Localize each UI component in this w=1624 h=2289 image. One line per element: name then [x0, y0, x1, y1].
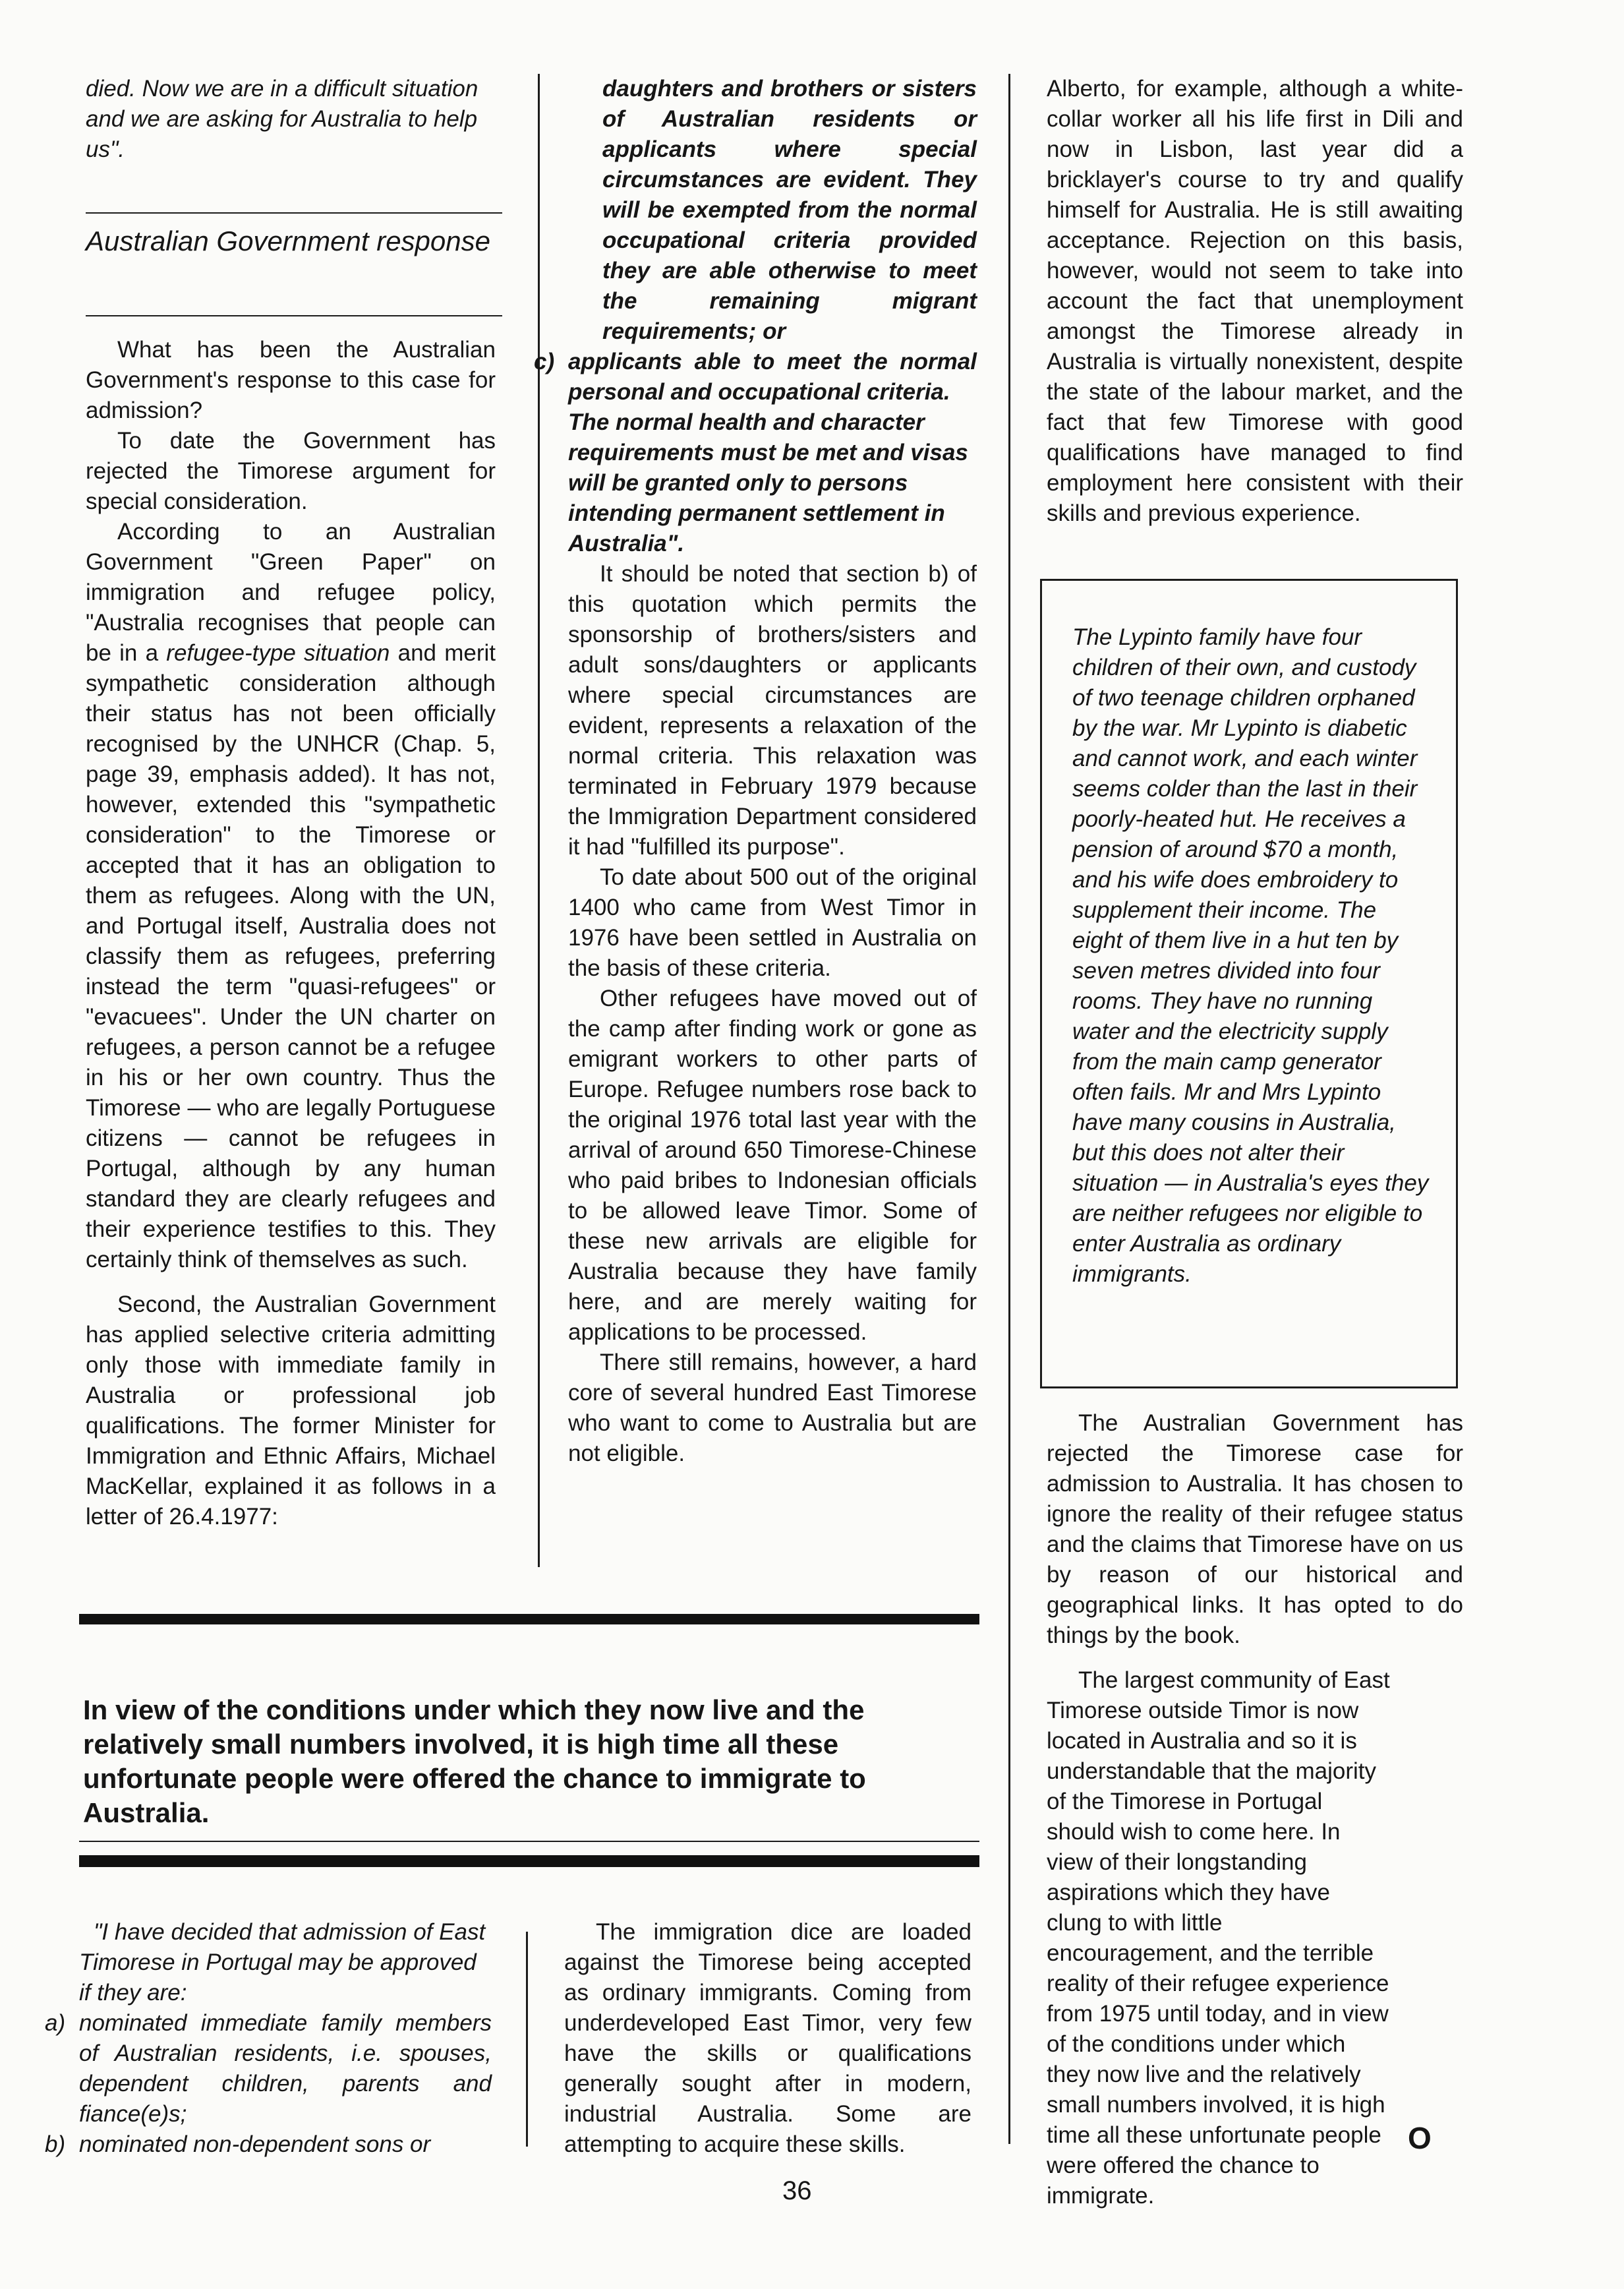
column-divider-2 [1008, 74, 1010, 2144]
column-3-lower [1047, 1408, 1463, 2211]
section-heading [86, 223, 496, 260]
col1-paragraph-3 [86, 517, 496, 1275]
quote-a-label: a) [45, 2010, 66, 2036]
lypinto-family-box [1040, 579, 1458, 1388]
quote-c-text: applicants able to meet the normal personal and occupational criteria. [568, 349, 977, 405]
col2-paragraph-2: To date about 500 out of the original 1400 who came from West Timor in 1976 have been settled in Australia on the basis of these criteria. [568, 864, 977, 981]
pullquote-bottom-rule [79, 1841, 979, 1842]
col1-paragraph-3-start: According to an Australian Government "Green Paper" on immigration and refugee policy, "Australia recognises that people can be in a [86, 519, 496, 666]
section-heading-text: Australian Government response [86, 225, 490, 256]
emphasis-refugee-type: refugee-type situation [166, 640, 390, 666]
intro-quote-end: died. Now we are in a difficult situation and we are asking for Australia to help us". [86, 76, 478, 162]
column-3 [1047, 74, 1463, 529]
pullquote-bottom-bar [79, 1855, 979, 1867]
col2-paragraph-1: It should be noted that section b) of this quotation which permits the sponsorship of brothers/sisters and adult sons/daughters or applicants where special circumstances are evident, represents a relaxation of the normal criteria. This relaxation was terminated in February 1979 because the Immigration Department considered it had "fulfilled its purpose". [568, 561, 977, 860]
bottom-middle-column [564, 1917, 972, 2160]
quote-closing: The normal health and character requirements must be met and visas will be granted only to persons intending permanent settlement in Australia". [568, 409, 968, 556]
quote-c-label: c) [534, 349, 555, 374]
col1-paragraph-4: Second, the Australian Government has applied selective criteria admitting only those with immediate family in Australia or professional job qualifications. The former Minister for Immigration and Ethnic Affairs, Michael MacKellar, explained it as follows in a letter of 26.4.1977: [86, 1292, 496, 1530]
heading-bottom-rule [86, 315, 502, 316]
quote-b-text: nominated non-dependent sons or [79, 2131, 431, 2157]
col3-paragraph-3: The largest community of East Timorese outside Timor is now located in Australia and so it is understandable that the majority of the Timorese in Portugal should wish to come here. In view of their longstanding aspirations which they have clung to with little encouragement, and the terrible reality of their refugee experience from 1975 until today, and in view of the conditions under which they now live and the relatively small numbers involved, it is high time all these unfortunate people were offered the chance to immigrate. [1047, 1667, 1390, 2209]
quote-item-b [45, 2129, 492, 2160]
lypinto-family-text: The Lypinto family have four children of their own, and custody of two teenage children orphaned by the war. Mr Lypinto is diabetic and cannot work, and each winter seems colder than the last in their poorly-heated hut. He receives a pension of around $70 a month, and his wife does embroidery to supplement their income. The eight of them live in a hut ten by seven metres divided into four rooms. They have no running water and the electricity supply from the main camp generator often fails. Mr and Mrs Lypinto have many cousins in Australia, but this does not alter their situation — in Australia's eyes they are neither refugees nor eligible to enter Australia as ordinary immigrants. [1072, 624, 1429, 1287]
quote-b-continued: daughters and brothers or sisters of Australian residents or applicants where special circumstances are evident. They will be exempted from the normal occupational criteria provided they are able otherwise to meet the remaining migrant requirements; or [602, 76, 977, 344]
pullquote [83, 1693, 981, 1830]
col3-paragraph-1: Alberto, for example, although a white-collar worker all his life first in Dili and now in Lisbon, last year did a bricklayer's course to try and qualify himself for Australia. He is still awaiting acceptance. Rejection on this basis, however, would not seem to take into account the fact that unemployment amongst the Timorese already in Australia is virtually nonexistent, despite the state of the labour market, and the fact that few Timorese with good qualifications have managed to find employment here consistent with their skills and previous experience. [1047, 76, 1463, 526]
bottom-middle-paragraph: The immigration dice are loaded against the Timorese being accepted as ordinary immigrants. Coming from underdeveloped East Timor, very few have the skills or qualifications generally sought after in modern, industrial Australia. Some are attempting to acquire these skills. [564, 1919, 972, 2157]
column-2 [534, 74, 977, 1469]
col2-paragraph-4: There still remains, however, a hard core of several hundred East Timorese who want to come to Australia but are not eligible. [568, 1350, 977, 1466]
pullquote-top-bar [79, 1614, 979, 1624]
column-1-body [86, 335, 496, 1532]
quote-a-text: nominated immediate family members of Australian residents, i.e. spouses, dependent children, parents and fiance(e)s; [79, 2010, 492, 2127]
pullquote-text: In view of the conditions under which they now live and the relatively small numbers involved, it is high time all these unfortunate people were offered the chance to immigrate to Australia. [83, 1694, 866, 1828]
quote-item-c [534, 347, 977, 407]
quote-b-label: b) [45, 2131, 66, 2157]
minister-quote-open: "I have decided that admission of East Timorese in Portugal may be approved if they are: [79, 1919, 486, 2006]
heading-top-rule [86, 212, 502, 214]
col1-paragraph-3-rest: and merit sympathetic consideration although their status has not been officially recognised by the UNHCR (Chap. 5, page 39, emphasis added). It has not, however, extended this "sympathetic consideration" to the Timorese or accepted that it has an obligation to them as refugees. Along with the UN, and Portugal itself, Australia does not classify them as refugees, preferring instead the term "quasi-refugees" or "evacuees". Under the UN charter on refugees, a person cannot be a refugee in his or her own country. Thus the Timorese — who are legally Portuguese citizens — cannot be refugees in Portugal, although by any human standard they are clearly refugees and their experience testifies to this. They certainly think of themselves as such. [86, 640, 496, 1272]
col1-paragraph-1: What has been the Australian Government's response to this case for admission? [86, 337, 496, 423]
col1-paragraph-2: To date the Government has rejected the Timorese argument for special consideration. [86, 428, 496, 514]
quote-item-a [45, 2008, 492, 2129]
bottom-column-divider [526, 1932, 528, 2147]
column-divider-1 [538, 74, 540, 1567]
end-of-article-mark: O [1408, 2121, 1432, 2155]
column-1 [86, 74, 496, 165]
bottom-left-column [45, 1917, 492, 2160]
col2-paragraph-3: Other refugees have moved out of the camp after finding work or gone as emigrant workers to other parts of Europe. Refugee numbers rose back to the original 1976 total last year with the arrival of around 650 Timorese-Chinese who paid bribes to Indonesian officials to be allowed leave Timor. Some of these new arrivals are eligible for Australia because they have family here, and are merely waiting for applications to be processed. [568, 986, 977, 1345]
col3-paragraph-2: The Australian Government has rejected the Timorese case for admission to Australia. It has chosen to ignore the reality of their refugee status and the claims that Timorese have on us by reason of our historical and geographical links. It has opted to do things by the book. [1047, 1410, 1463, 1648]
page-number: 36 [782, 2176, 812, 2205]
